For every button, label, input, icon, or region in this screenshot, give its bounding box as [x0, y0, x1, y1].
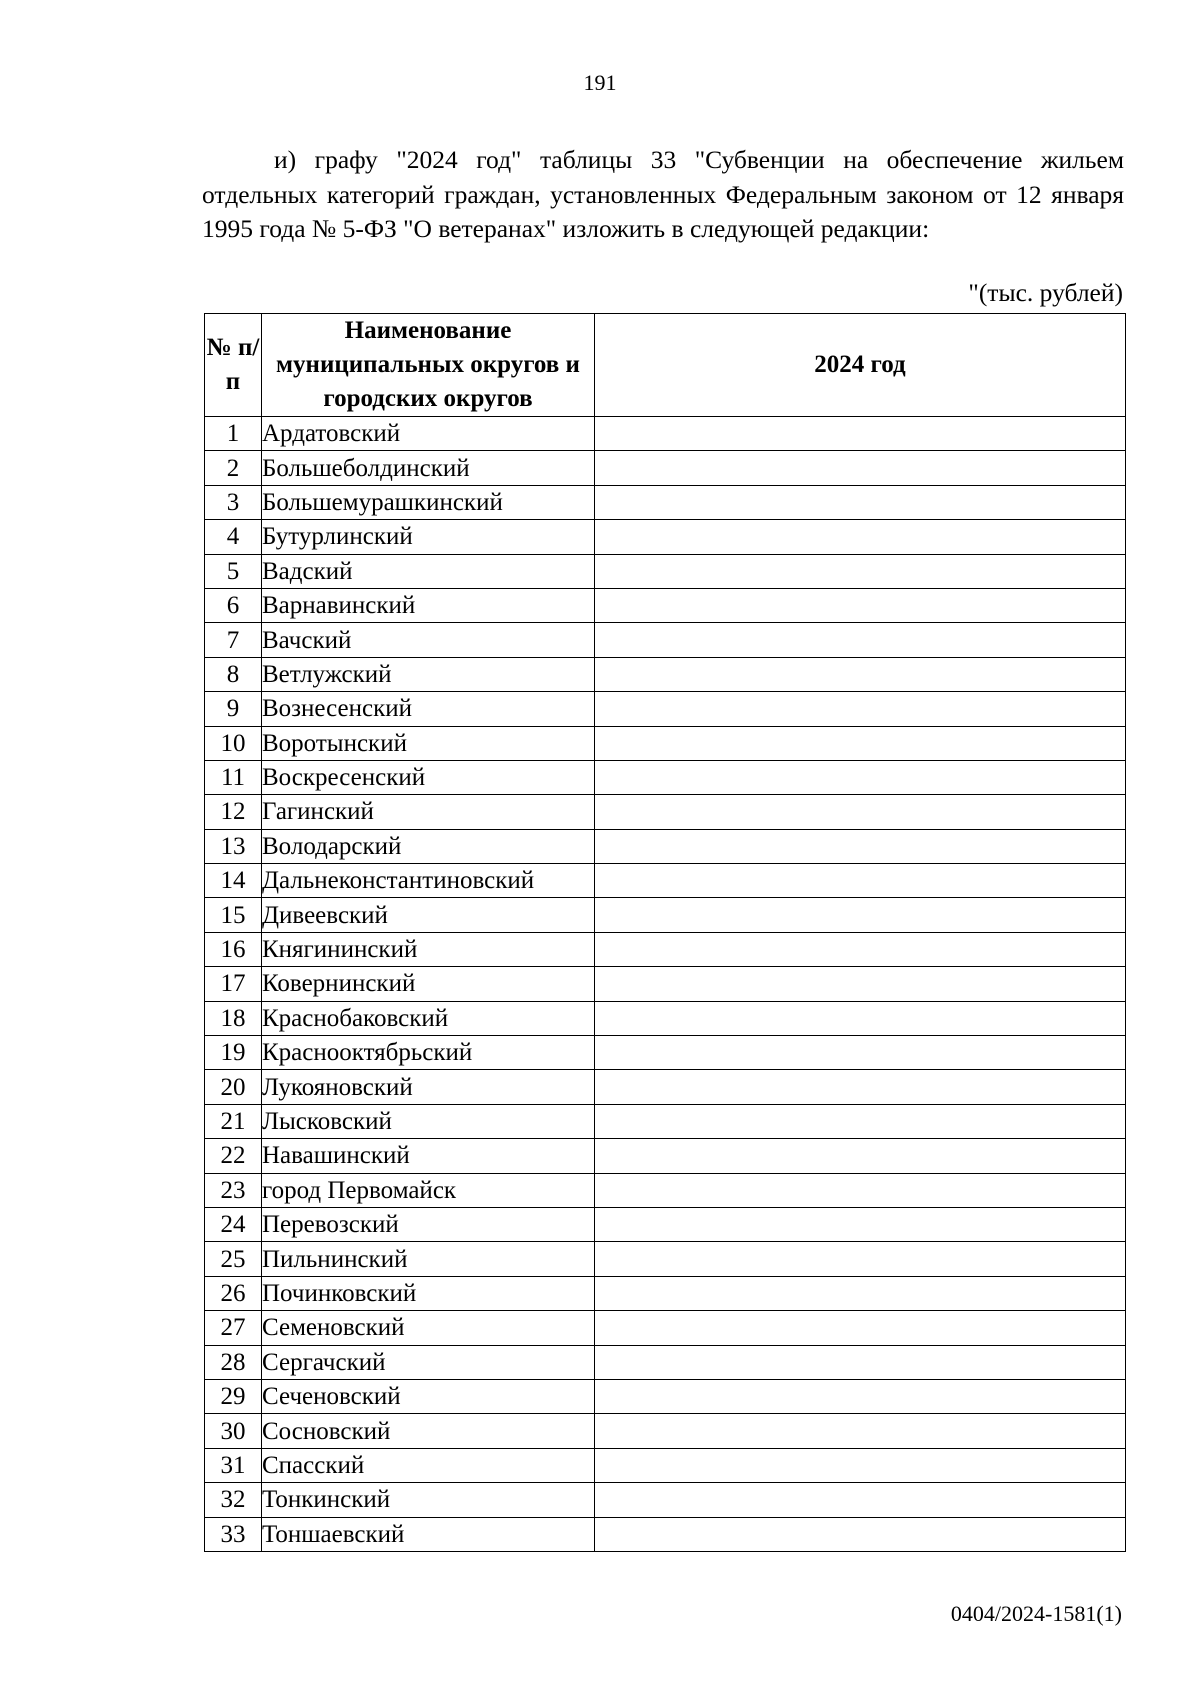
table-row: [205, 657, 1126, 691]
row-number: 25: [205, 1242, 262, 1276]
year-2024-value: [595, 623, 1126, 657]
header-num: № п/п: [205, 314, 262, 417]
table-row: [205, 1001, 1126, 1035]
row-number: 26: [205, 1276, 262, 1310]
year-2024-value: [595, 864, 1126, 898]
year-2024-value: [595, 726, 1126, 760]
row-number: 21: [205, 1104, 262, 1138]
table-row: [205, 588, 1126, 622]
row-number: 20: [205, 1070, 262, 1104]
table-row: [205, 1242, 1126, 1276]
row-number: 31: [205, 1448, 262, 1482]
table-row: [205, 795, 1126, 829]
document-code: 0404/2024-1581(1): [950, 1601, 1122, 1626]
row-number: 27: [205, 1311, 262, 1345]
district-name: Перевозский: [262, 1207, 595, 1241]
district-name: Большеболдинский: [262, 451, 595, 485]
year-2024-value: [595, 1242, 1126, 1276]
table-row: [205, 967, 1126, 1001]
district-name: Краснооктябрьский: [262, 1036, 595, 1070]
table-row: [205, 898, 1126, 932]
year-2024-value: [595, 1139, 1126, 1173]
row-number: 29: [205, 1379, 262, 1413]
table-row: [205, 520, 1126, 554]
district-name: Пильнинский: [262, 1242, 595, 1276]
row-number: 13: [205, 829, 262, 863]
year-2024-value: [595, 1276, 1126, 1310]
year-2024-value: [595, 1207, 1126, 1241]
table-row: [205, 1173, 1126, 1207]
year-2024-value: [595, 1414, 1126, 1448]
row-number: 2: [205, 451, 262, 485]
row-number: 8: [205, 657, 262, 691]
table-row: [205, 1414, 1126, 1448]
row-number: 32: [205, 1483, 262, 1517]
year-2024-value: [595, 657, 1126, 691]
year-2024-value: [595, 795, 1126, 829]
year-2024-value: [595, 898, 1126, 932]
year-2024-value: [595, 485, 1126, 519]
district-name: город Первомайск: [262, 1173, 595, 1207]
page-number: 191: [583, 70, 617, 95]
district-name: Вадский: [262, 554, 595, 588]
year-2024-value: [595, 760, 1126, 794]
table-row: [205, 1104, 1126, 1138]
row-number: 14: [205, 864, 262, 898]
table-row: [205, 864, 1126, 898]
row-number: 23: [205, 1173, 262, 1207]
row-number: 6: [205, 588, 262, 622]
row-number: 24: [205, 1207, 262, 1241]
subvention-table: [204, 313, 1126, 1552]
row-number: 9: [205, 692, 262, 726]
district-name: Бутурлинский: [262, 520, 595, 554]
table-row: [205, 451, 1126, 485]
intro-paragraph: и) графу "2024 год" таблицы 33 "Субвенции на обеспечение жильем отдельных категорий граждан, установленных Федеральным законом от 12 января 1995 года № 5-ФЗ "О ветеранах" изложить в следующей редакции:: [202, 145, 1124, 243]
row-number: 12: [205, 795, 262, 829]
year-2024-value: [595, 967, 1126, 1001]
table-row: [205, 1379, 1126, 1413]
district-name: Семеновский: [262, 1311, 595, 1345]
district-name: Лукояновский: [262, 1070, 595, 1104]
table-row: [205, 1036, 1126, 1070]
row-number: 10: [205, 726, 262, 760]
district-name: Навашинский: [262, 1139, 595, 1173]
district-name: Воротынский: [262, 726, 595, 760]
year-2024-value: [595, 554, 1126, 588]
table-row: [205, 726, 1126, 760]
district-name: Воскресенский: [262, 760, 595, 794]
header-year: 2024 год: [595, 314, 1126, 417]
district-name: Тонкинский: [262, 1483, 595, 1517]
table-row: [205, 1517, 1126, 1551]
row-number: 16: [205, 932, 262, 966]
district-name: Ветлужский: [262, 657, 595, 691]
year-2024-value: [595, 932, 1126, 966]
row-number: 18: [205, 1001, 262, 1035]
year-2024-value: [595, 1173, 1126, 1207]
table-body: [205, 417, 1126, 1552]
district-name: Вачский: [262, 623, 595, 657]
row-number: 4: [205, 520, 262, 554]
row-number: 22: [205, 1139, 262, 1173]
row-number: 17: [205, 967, 262, 1001]
district-name: Спасский: [262, 1448, 595, 1482]
district-name: Гагинский: [262, 795, 595, 829]
table-row: [205, 829, 1126, 863]
table-row: [205, 1070, 1126, 1104]
table-row: [205, 1311, 1126, 1345]
row-number: 1: [205, 417, 262, 451]
district-name: Княгининский: [262, 932, 595, 966]
year-2024-value: [595, 1036, 1126, 1070]
table-row: [205, 1276, 1126, 1310]
district-name: Ковернинский: [262, 967, 595, 1001]
year-2024-value: [595, 1483, 1126, 1517]
table-row: [205, 417, 1126, 451]
district-name: Краснобаковский: [262, 1001, 595, 1035]
table-row: [205, 932, 1126, 966]
year-2024-value: [595, 520, 1126, 554]
table-row: [205, 1207, 1126, 1241]
table-row: [205, 1483, 1126, 1517]
district-name: Варнавинский: [262, 588, 595, 622]
header-name: Наименование муниципальных округов и городских округов: [262, 314, 595, 417]
row-number: 28: [205, 1345, 262, 1379]
row-number: 11: [205, 760, 262, 794]
year-2024-value: [595, 1448, 1126, 1482]
year-2024-value: [595, 1517, 1126, 1551]
year-2024-value: [595, 1311, 1126, 1345]
district-name: Володарский: [262, 829, 595, 863]
year-2024-value: [595, 1001, 1126, 1035]
table-row: [205, 1139, 1126, 1173]
district-name: Починковский: [262, 1276, 595, 1310]
district-name: Дивеевский: [262, 898, 595, 932]
table-row: [205, 623, 1126, 657]
year-2024-value: [595, 588, 1126, 622]
table-header-row: [205, 314, 1126, 417]
table-row: [205, 485, 1126, 519]
district-name: Дальнеконстантиновский: [262, 864, 595, 898]
row-number: 5: [205, 554, 262, 588]
year-2024-value: [595, 1345, 1126, 1379]
table-row: [205, 760, 1126, 794]
row-number: 33: [205, 1517, 262, 1551]
row-number: 30: [205, 1414, 262, 1448]
district-name: Большемурашкинский: [262, 485, 595, 519]
table-row: [205, 1448, 1126, 1482]
year-2024-value: [595, 451, 1126, 485]
year-2024-value: [595, 417, 1126, 451]
district-name: Ардатовский: [262, 417, 595, 451]
district-name: Сеченовский: [262, 1379, 595, 1413]
row-number: 7: [205, 623, 262, 657]
district-name: Тоншаевский: [262, 1517, 595, 1551]
year-2024-value: [595, 829, 1126, 863]
table-row: [205, 1345, 1126, 1379]
unit-label: "(тыс. рублей): [968, 278, 1123, 307]
row-number: 3: [205, 485, 262, 519]
district-name: Сергачский: [262, 1345, 595, 1379]
table-row: [205, 554, 1126, 588]
row-number: 19: [205, 1036, 262, 1070]
year-2024-value: [595, 692, 1126, 726]
row-number: 15: [205, 898, 262, 932]
table-row: [205, 692, 1126, 726]
year-2024-value: [595, 1104, 1126, 1138]
district-name: Лысковский: [262, 1104, 595, 1138]
year-2024-value: [595, 1379, 1126, 1413]
year-2024-value: [595, 1070, 1126, 1104]
district-name: Вознесенский: [262, 692, 595, 726]
district-name: Сосновский: [262, 1414, 595, 1448]
